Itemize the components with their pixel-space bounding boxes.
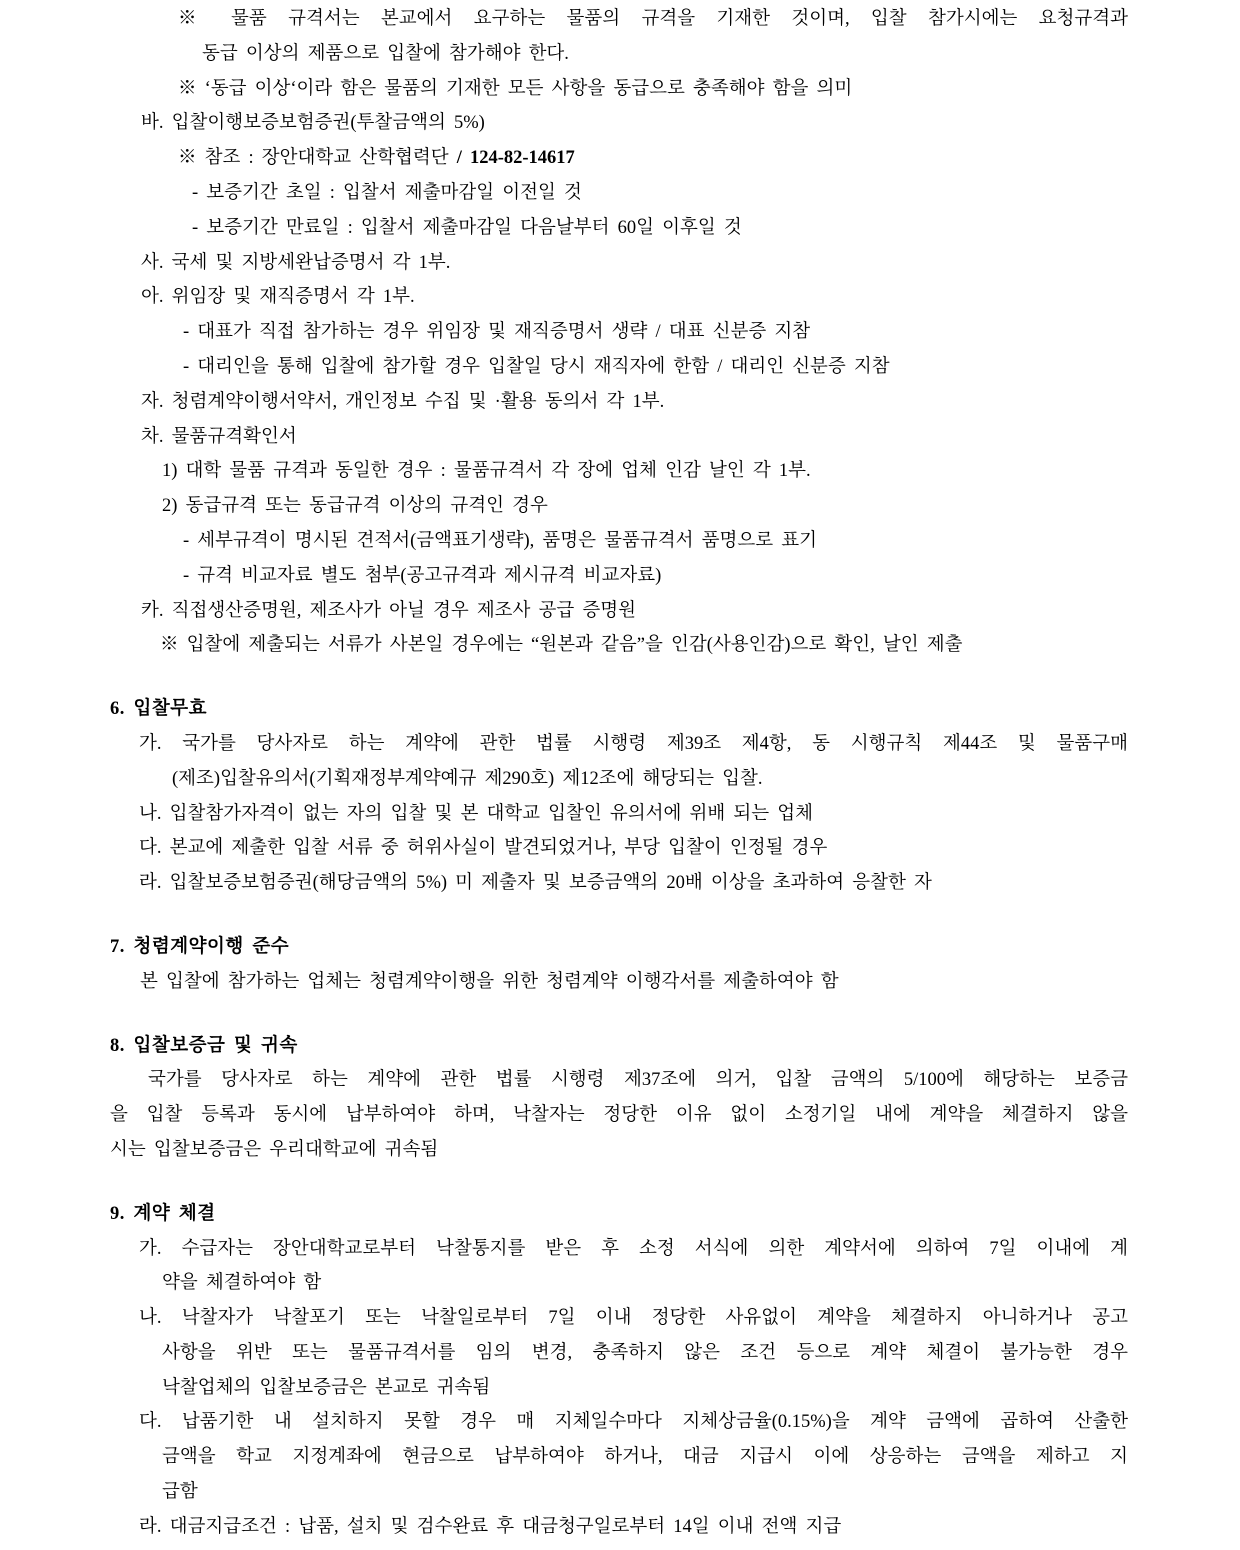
doc-line: 자. 청렴계약이행서약서, 개인정보 수집 및 ·활용 동의서 각 1부. [141, 391, 665, 412]
doc-line: 바. 입찰이행보증보험증권(투찰금액의 5%) [141, 113, 485, 134]
doc-text-bold: / 124-82-14617 [456, 148, 575, 169]
doc-line: 국가를 당사자로 하는 계약에 관한 법률 시행령 제37조에 의거, 입찰 금액의 5/100에 해당하는 보증금 [148, 1070, 1128, 1091]
doc-line: 급함 [162, 1482, 198, 1503]
doc-section [110, 1197, 1128, 1545]
doc-section [110, 692, 1128, 901]
doc-line: 본 입찰에 참가하는 업체는 청렴계약이행을 위한 청렴계약 이행각서를 제출하여야 함 [140, 971, 839, 992]
doc-line: - 대표가 직접 참가하는 경우 위임장 및 재직증명서 생략 / 대표 신분증 지참 [183, 322, 811, 343]
doc-line: 아. 위임장 및 재직증명서 각 1부. [141, 287, 415, 308]
doc-line: 나. 낙찰자가 낙찰포기 또는 낙찰일로부터 7일 이내 정당한 사유없이 계약을 체결하지 아니하거나 공고 [139, 1308, 1128, 1329]
doc-line: ※ 입찰에 제출되는 서류가 사본일 경우에는 “원본과 같음”을 인감(사용인감)으로 확인, 날인 제출 [160, 635, 963, 656]
doc-line: 가. 수급자는 장안대학교로부터 낙찰통지를 받은 후 소정 서식에 의한 계약서에 의하여 7일 이내에 계 [139, 1238, 1128, 1259]
doc-line: - 보증기간 만료일 : 입찰서 제출마감일 다음날부터 60일 이후일 것 [192, 217, 742, 238]
doc-line: 금액을 학교 지정계좌에 현금으로 납부하여야 하거나, 대금 지급시 이에 상응하는 금액을 제하고 지 [162, 1447, 1128, 1468]
doc-line: 을 입찰 등록과 동시에 납부하여야 하며, 낙찰자는 정당한 이유 없이 소정기일 내에 계약을 체결하지 않을 [110, 1105, 1128, 1126]
doc-line: 사. 국세 및 지방세완납증명서 각 1부. [141, 252, 451, 273]
doc-section [110, 930, 1128, 1000]
doc-section [110, 2, 1128, 663]
doc-line: ※ ‘동급 이상‘이라 함은 물품의 기재한 모든 사항을 동급으로 충족해야 함을 의미 [178, 78, 853, 99]
doc-line: 시는 입찰보증금은 우리대학교에 귀속됨 [110, 1139, 439, 1160]
doc-line [110, 141, 1128, 176]
doc-line: - 세부규격이 명시된 견적서(금액표기생략), 품명은 물품규격서 품명으로 표기 [183, 530, 817, 551]
doc-line: 나. 입찰참가자격이 없는 자의 입찰 및 본 대학교 입찰인 유의서에 위배 되는 업체 [139, 803, 813, 824]
section-heading: 7. 청렴계약이행 준수 [110, 936, 290, 957]
doc-line: - 규격 비교자료 별도 첨부(공고규격과 제시규격 비교자료) [183, 565, 662, 586]
doc-line: 다. 납품기한 내 설치하지 못할 경우 매 지체일수마다 지체상금율(0.15%)을 계약 금액에 곱하여 산출한 [139, 1412, 1128, 1433]
doc-line: 다. 본교에 제출한 입찰 서류 중 허위사실이 발견되었거나, 부당 입찰이 인정될 경우 [139, 838, 828, 859]
doc-line: 차. 물품규격확인서 [141, 426, 297, 447]
doc-line: 낙찰업체의 입찰보증금은 본교로 귀속됨 [162, 1377, 491, 1398]
doc-line: 가. 국가를 당사자로 하는 계약에 관한 법률 시행령 제39조 제4항, 동 시행규칙 제44조 및 물품구매 [139, 733, 1128, 754]
section-heading: 9. 계약 체결 [110, 1203, 216, 1224]
doc-line: ※ 물품 규격서는 본교에서 요구하는 물품의 규격을 기재한 것이며, 입찰 참가시에는 요청규격과 [178, 9, 1128, 29]
doc-text: ※ 참조 : 장안대학교 산학협력단 [178, 148, 457, 169]
doc-line: 카. 직접생산증명원, 제조사가 아닐 경우 제조사 공급 증명원 [141, 600, 637, 621]
doc-line: 1) 대학 물품 규격과 동일한 경우 : 물품규격서 각 장에 업체 인감 날인 각 1부. [162, 461, 811, 482]
doc-line: 동급 이상의 제품으로 입찰에 참가해야 한다. [202, 43, 569, 64]
doc-line: 약을 체결하여야 함 [162, 1273, 322, 1294]
doc-line: - 대리인을 통해 입찰에 참가할 경우 입찰일 당시 재직자에 한함 / 대리인 신분증 지참 [183, 356, 890, 377]
doc-line: - 보증기간 초일 : 입찰서 제출마감일 이전일 것 [192, 182, 582, 203]
doc-line: 2) 동급규격 또는 동급규격 이상의 규격인 경우 [162, 496, 548, 517]
section-heading: 6. 입찰무효 [110, 699, 207, 720]
doc-line: 사항을 위반 또는 물품규격서를 임의 변경, 충족하지 않은 조건 등으로 계약 체결이 불가능한 경우 [162, 1342, 1128, 1363]
doc-line: (제조)입찰유의서(기획재정부계약예규 제290호) 제12조에 해당되는 입찰. [172, 768, 763, 789]
doc-section [110, 1029, 1128, 1168]
doc-line: 라. 입찰보증보험증권(해당금액의 5%) 미 제출자 및 보증금액의 20배 이상을 초과하여 응찰한 자 [139, 873, 932, 894]
doc-line: 라. 대금지급조건 : 납품, 설치 및 검수완료 후 대금청구일로부터 14일 이내 전액 지급 [139, 1516, 842, 1537]
section-heading: 8. 입찰보증금 및 귀속 [110, 1035, 298, 1056]
